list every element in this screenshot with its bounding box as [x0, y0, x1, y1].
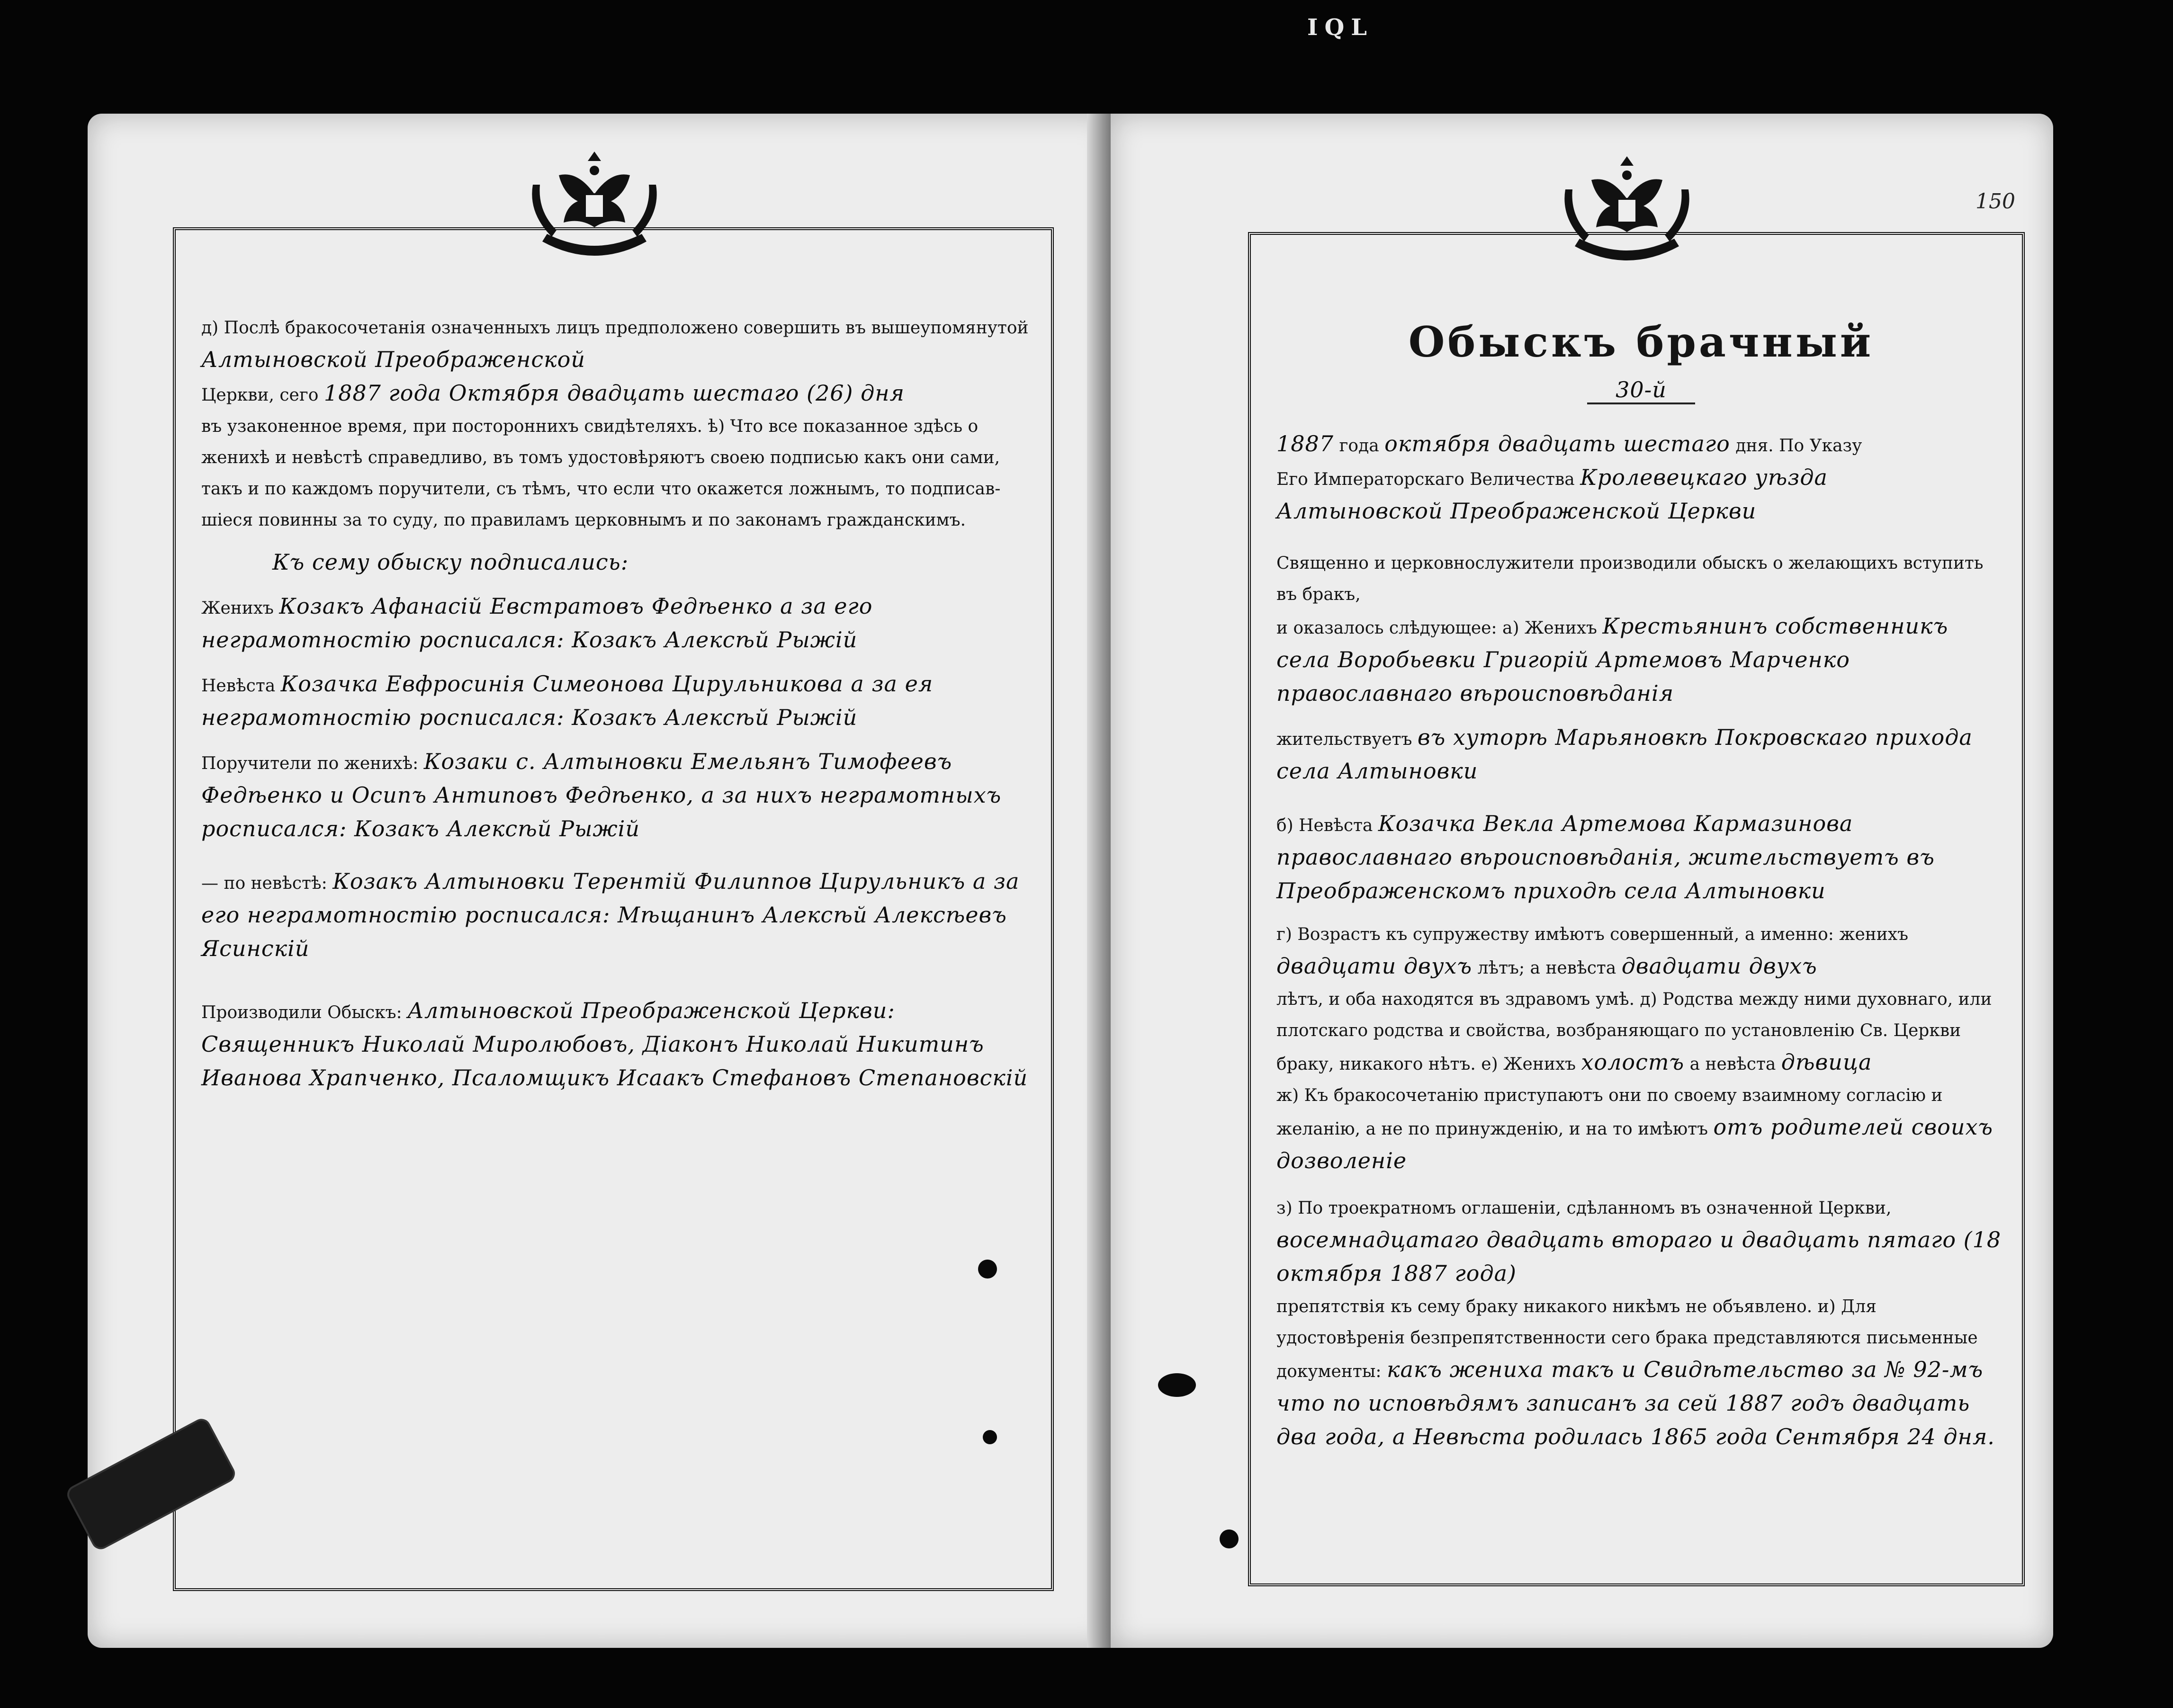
- documents-handwritten: какъ жениха такъ и Свидѣтельство за № 92-мъ что по исповѣдямъ записанъ за сей 1887 годъ двадцать два года, а Невѣста родилась 1865 года Сентября 24 дня.: [1276, 1357, 1995, 1449]
- clause-e-printed-4: шіеся повинны за то суду, по правиламъ церковнымъ и по законамъ гражданскимъ.: [201, 510, 966, 530]
- investigators-signatures: Алтыновской Преображенской Церкви: Священникъ Николай Миролюбовъ, Діаконъ Николай Никитинъ Иванова Храпченко, Псаломщикъ Исаакъ Стефановъ Степановскій: [201, 998, 1028, 1091]
- residence-label: жительствуетъ: [1276, 730, 1412, 749]
- kinship-printed: лѣтъ, и оба находятся въ здравомъ умѣ. д) Родства между ними духовнаго, или плотскаго родства и свойства, возбраняющаго по установленію Св. Церкви браку, никакого нѣтъ.: [1276, 990, 1992, 1074]
- investigators-label: Производили Обыскъ:: [201, 1003, 402, 1022]
- right-page-text: [1276, 317, 2006, 1465]
- age-printed: г) Возрастъ къ супружеству имѣютъ совершенный, а именно: женихъ: [1276, 925, 1908, 944]
- open-register-book: [88, 114, 2053, 1648]
- marital-bride-label: а невѣста: [1689, 1055, 1776, 1074]
- record-number: 30-й: [1587, 377, 1695, 404]
- guarantors-bride-signatures: Козакъ Алтыновки Терентій Филиппов Цирульникъ а за его неграмотностію росписался: Мѣщанинъ Алексѣй Алексѣевъ Ясинскій: [201, 868, 1020, 961]
- left-page: [88, 114, 1111, 1648]
- clause-e-printed-3: такъ и по каждомъ поручители, съ тѣмъ, что если что окажется ложнымъ, то подписав-: [201, 479, 1001, 499]
- record-date: октября двадцать шестаго: [1384, 431, 1730, 456]
- groom-label: Женихъ: [201, 599, 274, 618]
- ink-blot: [983, 1430, 997, 1444]
- bride-marital-status: дѣвица: [1781, 1049, 1872, 1075]
- obstacles-printed: препятствія къ сему браку никакого никѣмъ не объявлено. и) Для удостовѣренія безпрепятственности сего брака представляются письменные документы:: [1276, 1297, 1978, 1381]
- bride-signature: Козачка Евфросинія Симеонова Цирульникова а за ея неграмотностію росписался: Козакъ Алексѣй Рыжій: [201, 671, 934, 730]
- bride-details: Козачка Векла Артемова Кармазинова православнаго вѣроисповѣданія, жительствуетъ въ Преображенскомъ приходѣ села Алтыновки: [1276, 811, 1935, 903]
- banns-printed: з) По троекратномъ оглашеніи, сдѣланномъ въ означенной Церкви,: [1276, 1198, 1892, 1218]
- parental-consent: отъ родителей своихъ дозволеніе: [1276, 1114, 1993, 1173]
- ink-blot: [1220, 1529, 1239, 1548]
- day-label: дня. По Указу: [1735, 436, 1862, 456]
- clause-e-printed-2: женихѣ и невѣстѣ справедливо, въ томъ удостовѣряютъ своею подписью какъ они сами,: [201, 448, 1000, 467]
- clause-d: [201, 313, 1035, 536]
- ink-blot: [978, 1260, 997, 1279]
- bride-age-label: лѣтъ; а невѣста: [1477, 958, 1616, 978]
- uyezd-handwritten: Кролевецкаго уѣзда: [1580, 465, 1828, 490]
- groom-details: Крестьянинъ собственникъ села Воробьевки Григорій Артемовъ Марченко православнаго вѣроисповѣданія: [1276, 613, 1949, 706]
- bride-label: Невѣста: [201, 676, 276, 696]
- marital-groom-label: е) Женихъ: [1481, 1055, 1576, 1074]
- groom-age: двадцати двухъ: [1276, 953, 1473, 979]
- clause-d-printed: д) Послѣ бракосочетанія означенныхъ лицъ предположено совершить въ вышеупомянутой: [201, 318, 1029, 338]
- document-title: Обыскъ брачный: [1408, 317, 1874, 367]
- page-number: 150: [1975, 189, 2015, 214]
- record-year: 1887: [1276, 431, 1334, 456]
- guarantors-groom-signatures: Козаки с. Алтыновки Емельянъ Тимофеевъ Федѣенко и Осипъ Антиповъ Федѣенко, а за нихъ неграмотныхъ росписался: Козакъ Алексѣй Рыжій: [201, 749, 1002, 841]
- church-handwritten: Алтыновской Преображенской Церкви: [1276, 498, 1757, 524]
- clause-e-printed: въ узаконенное время, при постороннихъ свидѣтеляхъ. ѣ) Что все показанное здѣсь о: [201, 417, 979, 436]
- consent-printed: ж) Къ бракосочетанію приступаютъ они по своему взаимному согласію и желанію, а не по принужденію, и на то имѣютъ: [1276, 1086, 1943, 1139]
- guarantors-groom-label: Поручители по женихѣ:: [201, 754, 419, 773]
- guarantors-bride-label: по невѣстѣ:: [224, 874, 327, 893]
- church-handwritten: Алтыновской Преображенской: [201, 347, 585, 372]
- ink-blot: [1158, 1373, 1196, 1397]
- bride-age: двадцати двухъ: [1621, 953, 1817, 979]
- groom-marital-status: холостъ: [1581, 1049, 1685, 1075]
- left-page-text: д) Послѣ бракосочетанія означенныхъ лицъ предположено совершить въ вышеупомянутой Алтыновской Преображенской Церкви, сего 1887 года Октября двадцать шестаго (26) дня въ узаконенное время, при постороннихъ свидѣтеляхъ. ѣ) Что все показанное здѣсь о женихѣ и невѣстѣ справедливо, въ томъ удостовѣряютъ своею подписью какъ они сами, такъ и по каждомъ поручители, съ тѣмъ, что если что окажется ложнымъ, то подписав- шіеся повинны за то суду, по правиламъ церковнымъ и по законамъ гражданскимъ. Къ сему обыску подписались: Женихъ Козакъ Афанасій Евстратовъ Федѣенко а за его неграмотностію росписался: Козакъ Алексѣй Рыжій Невѣста Козачка Евфросинія Симеонова Цирульникова а за ея неграмотностію росписался: Козакъ Алексѣй Рыжій Поручители по женихѣ: Козаки с. Алтыновки Емельянъ Тимофеевъ Федѣенко и Осипъ Антиповъ Федѣенко, а за нихъ неграмотныхъ росписался: Козакъ Алексѣй Рыжій — по невѣстѣ: Козакъ Алтыновки Терентій Филиппов Цирульникъ а за его неграмотностію росписался: Мѣщанинъ Алексѣй Алексѣевъ Ясинскій Производили Обыскъ: Алтыновской Преображенской Церкви: Священникъ Николай Миролюбовъ, Діаконъ Николай Никитинъ Иванова Храпченко, Псаломщикъ Исаакъ Стефановъ Степановскій: [201, 313, 1035, 1106]
- top-mark: IQL: [1307, 14, 1374, 41]
- church-label: Церкви, сего: [201, 385, 319, 405]
- signed-statement: Къ сему обыску подписались:: [272, 549, 629, 575]
- right-page: [1111, 114, 2053, 1648]
- clergy-printed: Священно и церковнослужители производили обыскъ о желающихъ вступить въ бракъ,: [1276, 554, 1984, 604]
- banns-dates: восемнадцатаго двадцать втораго и двадцать пятаго (18 октября 1887 года): [1276, 1227, 2002, 1286]
- year-label: года: [1339, 436, 1379, 456]
- found-printed: и оказалось слѣдующее: а) Женихъ: [1276, 618, 1597, 638]
- groom-signature: Козакъ Афанасій Евстратовъ Федѣенко а за его неграмотностію росписался: Козакъ Алексѣй Рыжій: [201, 593, 873, 653]
- bride-label: б) Невѣста: [1276, 816, 1373, 835]
- wedding-date-handwritten: 1887 года Октября двадцать шестаго (26) дня: [323, 380, 905, 406]
- groom-residence: въ хуторѣ Марьяновкѣ Покровскаго прихода села Алтыновки: [1276, 724, 1973, 784]
- majesty-printed: Его Императорскаго Величества: [1276, 470, 1575, 489]
